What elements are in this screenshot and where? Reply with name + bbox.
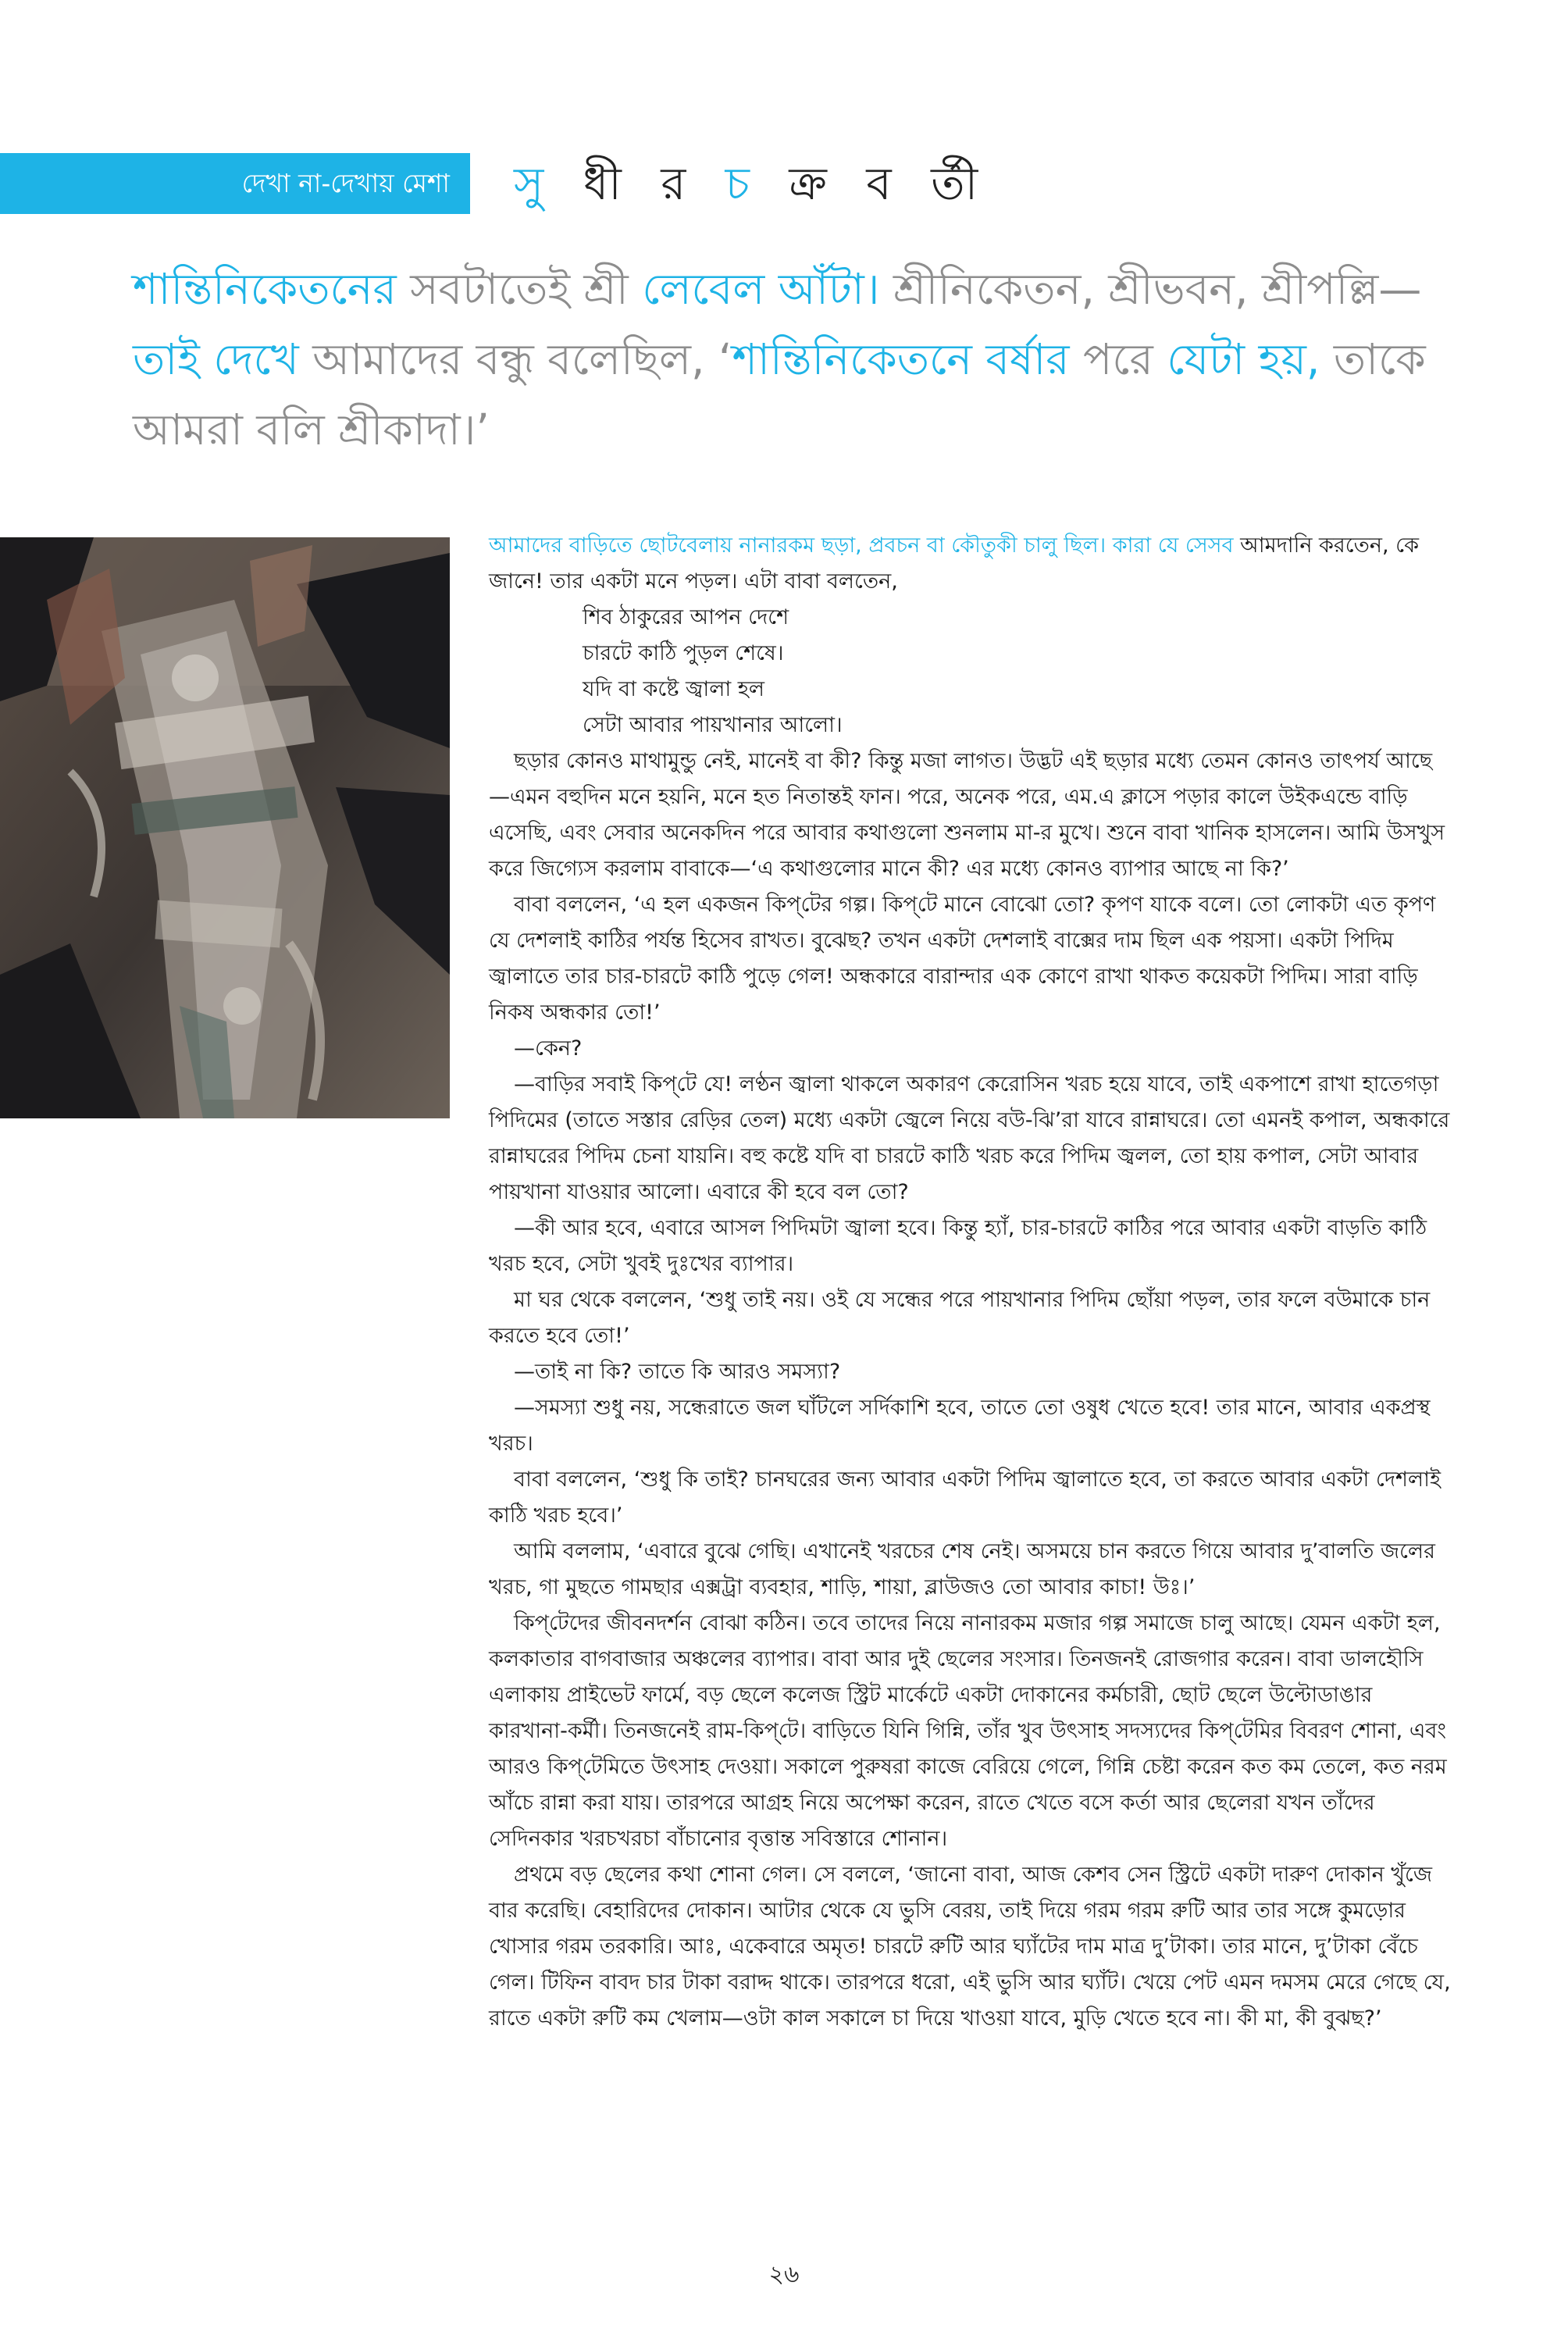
article-body <box>489 528 1452 2037</box>
paragraph: —কী আর হবে, এবারে আসল পিদিমটা জ্বালা হবে। কিন্তু হ্যাঁ, চার-চারটে কাঠির পরে আবার একটা বাড়তি কাঠি খরচ হবে, সেটা খুবই দুঃখের ব্যাপার। <box>489 1216 1427 1276</box>
intro-segment: তাকে আমরা বলি শ্রীকাদা।’ <box>133 334 1426 455</box>
paragraph: —কেন? <box>514 1036 583 1061</box>
intro-segment: পরে <box>1069 334 1167 384</box>
paragraph: ছড়ার কোনও মাথামুন্ডু নেই, মানেই বা কী? কিন্তু মজা লাগত। উদ্ভট এই ছড়ার মধ্যে তেমন কোনও তাৎপর্য আছে—এমন বহুদিন মনে হয়নি, মনে হত নিতান্তই ফান। পরে, অনেক পরে, এম.এ ক্লাসে পড়ার কালে উইকএন্ডে বাড়ি এসেছি, এবং সেবার অনেকদিন পরে আবার কথাগুলো শুনলাম মা-র মুখে। শুনে বাবা খানিক হাসলেন। আমি উসখুস করে জিগ্যেস করলাম বাবাকে—‘এ কথাগুলোর মানে কী? এর মধ্যে কোনও ব্যাপার আছে না কি?’ <box>489 749 1445 881</box>
lead-highlight: আমাদের বাড়িতে ছোটবেলায় নানারকম ছড়া, প্রবচন বা কৌতুকী চালু ছিল। কারা যে সেসব <box>489 533 1234 558</box>
intro-segment: যেটা হয়, <box>1167 334 1320 384</box>
paragraph: কিপ্‌টেদের জীবনদর্শন বোঝা কঠিন। তবে তাদের নিয়ে নানারকম মজার গল্প সমাজে চালু আছে। যেমন একটা হল, কলকাতার বাগবাজার অঞ্চলের ব্যাপার। বাবা আর দুই ছেলের সংসার। তিনজনই রোজগার করেন। বাবা ডালহৌসি এলাকায় প্রাইভেট ফার্মে, বড় ছেলে কলেজ স্ট্রিট মার্কেটে একটা দোকানের কর্মচারী, ছোট ছেলে উল্টোডাঙার কারখানা-কর্মী। তিনজনেই রাম-কিপ্‌টে। বাড়িতে যিনি গিন্নি, তাঁর খুব উৎসাহ সদস্যদের কিপ্‌টেমির বিবরণ শোনা, এবং আরও কিপ্‌টেমিতে উৎসাহ দেওয়া। সকালে পুরুষরা কাজে বেরিয়ে গেলে, গিন্নি চেষ্টা করেন কত কম তেলে, কত নরম আঁচে রান্না করা যায়। তারপরে আগ্রহ নিয়ে অপেক্ষা করেন, রাতে খেতে বসে কর্তা আর ছেলেরা যখন তাঁদের সেদিনকার খরচখরচা বাঁচানোর বৃত্তান্ত সবিস্তারে শোনান। <box>489 1611 1447 1851</box>
rhyme-line: সেটা আবার পায়খানার আলো। <box>583 713 843 737</box>
intro-segment: তাই দেখে <box>133 334 299 384</box>
rhyme <box>489 600 1452 744</box>
paragraph: বাবা বললেন, ‘শুধু কি তাই? চানঘরের জন্য আবার একটা পিদিম জ্বালাতে হবে, তা করতে আবার একটা দেশলাই কাঠি খরচ হবে।’ <box>489 1467 1441 1528</box>
paragraph: মা ঘর থেকে বললেন, ‘শুধু তাই নয়। ওই যে সন্ধের পরে পায়খানার পিদিম ছোঁয়া পড়ল, তার ফলে বউমাকে চান করতে হবে তো!’ <box>489 1288 1431 1348</box>
author-name <box>514 148 990 219</box>
paragraph: —তাই না কি? তাতে কি আরও সমস্যা? <box>514 1360 841 1384</box>
page-number: ২৬ <box>768 2261 800 2288</box>
section-banner <box>0 153 470 214</box>
intro-segment: আমাদের বন্ধু বলেছিল, ‘ <box>298 334 732 384</box>
lead-rest: আমদানি করতেন, কে জানে! তার একটা মনে পড়ল। এটা বাবা বলতেন, <box>489 533 1420 594</box>
intro-segment: সবটাতেই শ্রী <box>396 264 643 314</box>
intro-segment: শান্তিনিকেতনে বর্ষার <box>732 334 1070 384</box>
paragraph: —সমস্যা শুধু নয়, সন্ধেরাতে জল ঘাঁটলে সর্দিকাশি হবে, তাতে তো ওষুধ খেতে হবে! তার মানে, আবার একপ্রস্থ খরচ। <box>489 1396 1431 1456</box>
paragraph: আমি বললাম, ‘এবারে বুঝে গেছি। এখানেই খরচের শেষ নেই। অসময়ে চান করতে গিয়ে আবার দু’বালতি জলের খরচ, গা মুছতে গামছার এক্সট্রা ব্যবহার, শাড়ি, শায়া, ব্লাউজও তো আবার কাচা! উঃ।’ <box>489 1539 1435 1599</box>
artwork-photo <box>0 537 450 1118</box>
author-part: ক্র <box>789 157 839 210</box>
intro-quote <box>133 254 1429 465</box>
intro-segment: শ্রীনিকেতন, শ্রীভবন, শ্রীপল্লি— <box>879 264 1422 314</box>
author-part: ধী <box>583 157 634 210</box>
intro-segment: শান্তিনিকেতনের <box>133 264 397 314</box>
paragraph: —বাড়ির সবাই কিপ্‌টে যে! লণ্ঠন জ্বালা থাকলে অকারণ কেরোসিন খরচ হয়ে যাবে, তাই একপাশে রাখা হাতেগড়া পিদিমের (তাতে সস্তার রেড়ির তেল) মধ্যে একটা জ্বেলে নিয়ে বউ-ঝি’রা যাবে রান্নাঘরে। তো এমনই কপাল, অন্ধকারে রান্নাঘরের পিদিম চেনা যায়নি। বহু কষ্টে যদি বা চারটে কাঠি খরচ করে পিদিম জ্বলল, তো হায় কপাল, সেটা আবার পায়খানা যাওয়ার আলো। এবারে কী হবে বল তো? <box>489 1072 1450 1204</box>
paragraph: বাবা বললেন, ‘এ হল একজন কিপ্‌টের গল্প। কিপ্‌টে মানে বোঝো তো? কৃপণ যাকে বলে। তো লোকটা এত কৃপণ যে দেশলাই কাঠির পর্যন্ত হিসেব রাখত। বুঝেছ? তখন একটা দেশলাই বাক্সের দাম ছিল এক পয়সা। একটা পিদিম জ্বালাতে তার চার-চারটে কাঠি পুড়ে গেল! অন্ধকারে বারান্দার এক কোণে রাখা থাকত কয়েকটা পিদিম। সারা বাড়ি নিকষ অন্ধকার তো!’ <box>489 893 1436 1025</box>
intro-segment: লেবেল আঁটা। <box>642 264 880 314</box>
author-part: চ <box>725 157 762 210</box>
section-tag: দেখা না-দেখায় মেশা <box>241 168 450 198</box>
rhyme-line: চারটে কাঠি পুড়ল শেষে। <box>583 641 784 665</box>
author-part: র <box>661 157 699 210</box>
paragraph: প্রথমে বড় ছেলের কথা শোনা গেল। সে বললে, ‘জানো বাবা, আজ কেশব সেন স্ট্রিটে একটা দারুণ দোকান খুঁজে বার করেছি। বেহারিদের দোকান। আটার থেকে যে ভুসি বেরয়, তাই দিয়ে গরম গরম রুটি আর তার সঙ্গে কুমড়োর খোসার গরম তরকারি। আঃ, একেবারে অমৃত! চারটে রুটি আর ঘ্যাঁটের দাম মাত্র দু’টাকা। তার মানে, দু’টাকা বেঁচে গেল। টিফিন বাবদ চার টাকা বরাদ্দ থাকে। তারপরে ধরো, এই ভুসি আর ঘ্যাঁট। খেয়ে পেট এমন দমসম মেরে গেছে যে, রাতে একটা রুটি কম খেলাম—ওটা কাল সকালে চা দিয়ে খাওয়া যাবে, মুড়ি খেতে হবে না। কী মা, কী বুঝছ?’ <box>489 1863 1451 2031</box>
author-part: ব <box>866 157 904 210</box>
lead-paragraph <box>489 528 1452 600</box>
rhyme-line: যদি বা কষ্টে জ্বালা হল <box>583 677 765 701</box>
author-part: সু <box>514 157 557 210</box>
rhyme-line: শিব ঠাকুরের আপন দেশে <box>583 605 789 629</box>
author-part: র্তী <box>931 157 991 210</box>
